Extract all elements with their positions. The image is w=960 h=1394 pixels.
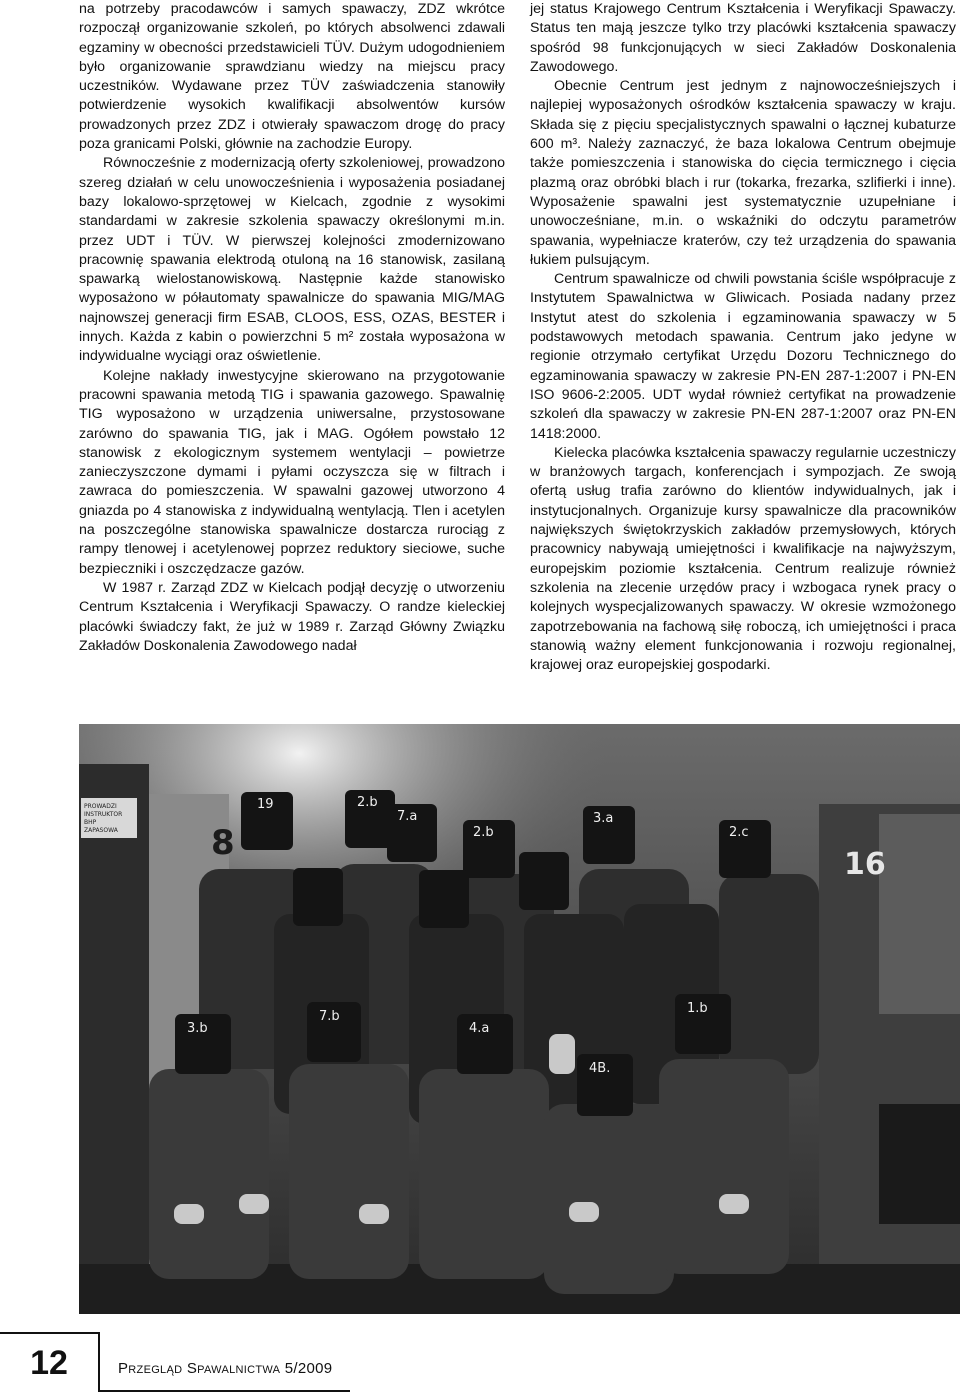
- helmet-label: 19: [257, 797, 274, 812]
- helmet-label: 7.b: [319, 1009, 340, 1024]
- helmet-label: 4B.: [589, 1061, 611, 1076]
- right-text-column: [530, 0, 956, 675]
- paragraph: Kielecka placówka kształcenia spawaczy regularnie uczestniczy w branżowych targach, konferencjach i sympozjach. Ze swoją ofertą usług trafia zarówno do klientów indywidualnych, jak i instytucjonalnych. Organizuje kursy spawalnicze dla pracowników największych świętokrzyskich zakładów przemysłowych, których pracownicy nabywają umiejętności i kwalifikacje na najwyższym, europejskim poziomie kształcenia. Centrum realizuje również szkolenia na zlecenie urzędów pracy i wzbogaca rynek pracy o kolejnych wyspecjalizowanych spawaczy. W okresie wzmożonego zapotrzebowania na fachową siłę roboczą, ich umiejętności i praca stanowią ważny element funkcjonowania i rozwoju regionalnej, krajowej oraz europejskiej gospodarki.: [530, 444, 956, 674]
- helmet-label: 4.a: [469, 1021, 490, 1036]
- sign-text-line: BHP: [84, 819, 97, 826]
- helmet-label: 2.b: [473, 825, 494, 840]
- wall-number-16: 16: [844, 847, 886, 882]
- helmet-label: 7.a: [397, 809, 418, 824]
- paragraph: Kolejne nakłady inwestycyjne skierowano na przygotowanie pracowni spawania metodą TIG i spawania gazowego. Spawalnię TIG wyposażono w urządzenia uniwersalne, przystosowane zarówno do spawania TIG, jak i MAG. Ogółem powstało 12 stanowisk z ekologicznym systemem wentylacji – powietrze zanieczyszczone dymami i pyłami oczyszcza się w filtrach i zawraca do pomieszczenia. W spawalni gazowej utworzono 4 gniazda po 4 stanowiska z indywidualną wentylacją. Tlen i acetylen na poszczególne stanowiska spawalnicze dostarcza rurociąg z rampy tlenowej i acetylenowej poprzez reduktory sieciowe, suche bezpieczniki i oszczędzacze gazów.: [79, 367, 505, 577]
- page-number: 12: [0, 1332, 100, 1392]
- welders-group-photo: [79, 724, 960, 1314]
- paragraph: na potrzeby pracodawców i samych spawaczy, ZDZ wkrótce rozpoczął organizowanie szkoleń, po których absolwenci zdawali egzaminy w obecności przedstawicieli TÜV. Dużym udogodnieniem było organizowanie sprawdzianu wiedzy na miejscu pracy uczestników. Wydawane przez TÜV zaświadczenia stanowiły potwierdzenie wysokich kwalifikacji absolwentów kursów prowadzonych przez ZDZ i otwierały spawaczom drogę do pracy poza granicami Polski, głównie na zachodzie Europy.: [79, 1, 505, 153]
- paragraph: Równocześnie z modernizacją oferty szkoleniowej, prowadzono szereg działań w celu unowocześnienia i wyposażenia posiadanej bazy lokalowo-sprzętowej w Kielcach, zgodnie z wysokimi standardami w zakresie szkolenia spawaczy określonymi m.in. przez UDT i TÜV. W pierwszej kolejności zmodernizowano pracownię spawania elektrodą otuloną na 16 stanowisk, zasilaną spawarką wielostanowiskową. Następnie każde stanowisko wyposażono w półautomaty spawalnicze do spawania MIG/MAG najnowszej generacji firm ESAB, CLOOS, ESS, OZAS, BESTER i innych. Każda z kabin o powierzchni 5 m² została wyposażona w indywidualne wyciągi oraz oświetlenie.: [79, 155, 505, 365]
- footer-rule: [98, 1390, 350, 1392]
- paragraph: Centrum spawalnicze od chwili powstania ściśle współpracuje z Instytutem Spawalnictwa w Gliwicach. Posiada nadany przez Instytut atest do szkolenia i egzaminowania spawaczy w 5 podstawowych metodach spawania. Centrum jako jedyne w regionie otrzymało certyfikat Urzędu Dozoru Technicznego do egzaminowania spawaczy w zakresie PN-EN 287-1:2007 i PN-EN ISO 9606-2:2005. UDT wydał również certyfikat na prowadzenie szkoleń dla spawaczy w zakresie PN-EN 287-1:2007 oraz PN-EN 1418:2000.: [530, 271, 956, 442]
- journal-title: Przegląd Spawalnictwa 5/2009: [118, 1360, 333, 1377]
- sign-text-line: INSTRUKTOR: [84, 811, 123, 818]
- paragraph: W 1987 r. Zarząd ZDZ w Kielcach podjął decyzję o utworzeniu Centrum Kształcenia i Weryfikacji Spawaczy. O randze kieleckiej placówki świadczy fakt, że już w 1989 r. Zarząd Główny Związku Zakładów Doskonalenia Zawodowego nadał: [79, 579, 505, 654]
- paragraph: jej status Krajowego Centrum Kształcenia i Weryfikacji Spawaczy. Status ten mają jeszcze tylko trzy placówki kształcenia spawaczy spośród 98 funkcjonujących w sieci Zakładów Doskonalenia Zawodowego.: [530, 1, 956, 75]
- helmet-label: 2.c: [729, 825, 749, 840]
- sign-text-line: PROWADZI: [84, 803, 117, 810]
- paragraph: Obecnie Centrum jest jednym z najnowocześniejszych i najlepiej wyposażonych ośrodków kształcenia spawaczy w kraju. Składa się z pięciu specjalistycznych spawalni o łącznej kubaturze 600 m³. Należy zaznaczyć, że baza lokalowa Centrum obejmuje także pomieszczenia i stanowiska do cięcia termicznego i cięcia plazmą oraz obróbki blach i rur (tokarka, frezarka, szlifierki i inne). Wyposażenie spawalni jest systematycznie uzupełniane i unowocześniane, m.in. o wskaźniki do odczytu parametrów spawania, wypełniacze kraterów, czy też urządzenia do spawania łukiem pulsującym.: [530, 78, 956, 268]
- page-footer: [0, 1330, 960, 1394]
- sign-text-line: ZAPASOWA: [84, 827, 118, 834]
- helmet-label: 3.b: [187, 1021, 208, 1036]
- helmet-label: 1.b: [687, 1001, 708, 1016]
- helmet-label: 2.b: [357, 795, 378, 810]
- left-text-column: [79, 0, 505, 656]
- wall-number-8: 8: [211, 823, 235, 863]
- helmet-label: 3.a: [593, 811, 614, 826]
